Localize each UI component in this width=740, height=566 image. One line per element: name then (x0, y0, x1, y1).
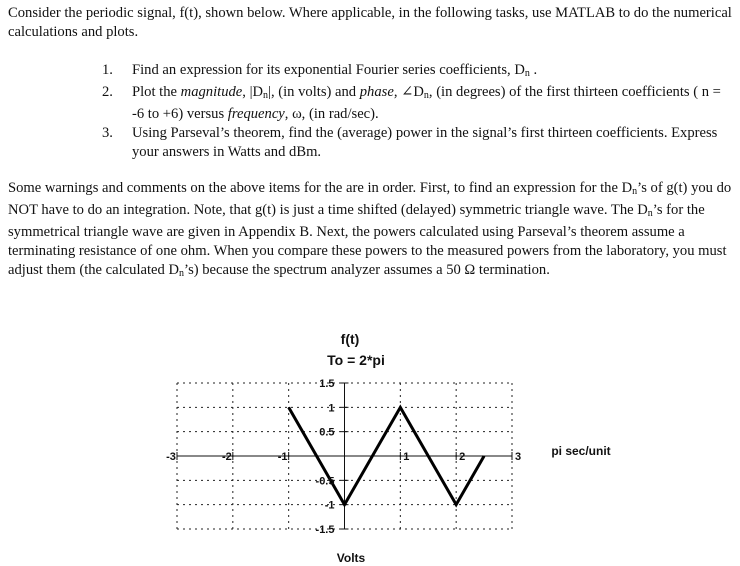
text-run: , ∠D (393, 84, 424, 100)
subscript: n (524, 68, 530, 79)
x-tick-label: 2 (459, 451, 466, 463)
text-run: |, (in volts) and (268, 84, 360, 100)
text-run: phase (359, 84, 394, 100)
text-run: . (529, 62, 538, 78)
chart-subtitle: To = 2*pi (327, 352, 385, 368)
y-tick-label: -0.5 (315, 475, 335, 488)
x-axis-label: pi sec/unit (551, 444, 611, 458)
subscript: n (263, 90, 269, 101)
subscript: n (632, 186, 638, 197)
y-tick-label: 1 (328, 402, 335, 415)
x-tick-label: 3 (514, 451, 522, 463)
text-run: ’s) because the spectrum analyzer assumes a 50 Ω termination. (184, 262, 550, 278)
x-tick-label: -3 (166, 451, 176, 463)
y-tick-label: -1 (324, 499, 335, 512)
task-number: 2. (102, 84, 113, 100)
text-run: Using Parseval’s theorem, find the (average) power in the signal’s first thirteen coefficients. Express your answers in Watts and dBm. (132, 125, 718, 160)
text-run: , ω, (in rad/sec). (284, 106, 379, 122)
text-run: Some warnings and comments on the above items for the are in order. First, to find an expression for the D (8, 180, 633, 196)
text-run: Plot the (132, 84, 181, 100)
intro-paragraph: Consider the periodic signal, f(t), shown below. Where applicable, in the following tasks, use MATLAB to do the numerical calculations and plots. (8, 5, 732, 40)
chart-title: f(t) (340, 331, 360, 347)
text-run: Find an expression for its exponential Fourier series coefficients, D (132, 62, 525, 78)
subscript: n (423, 90, 429, 101)
text-run: , |D (242, 84, 264, 100)
text-run: frequency (227, 106, 285, 122)
x-tick-label: -1 (277, 451, 288, 463)
subscript: n (179, 268, 185, 279)
y-axis-label: Volts (336, 551, 366, 565)
subscript: n (647, 208, 653, 219)
y-tick-label: 0.5 (319, 426, 335, 439)
x-tick-label: -2 (221, 451, 232, 463)
y-tick-label: 1.5 (319, 378, 335, 390)
text-run: , (in degrees) of the first thirteen coefficients ( n = -6 to +6) versus (132, 84, 721, 122)
task-number: 1. (102, 62, 113, 78)
task-number: 3. (102, 125, 113, 141)
y-tick-label: -1.5 (315, 524, 335, 536)
text-run: ’s for the symmetrical triangle wave are given in Appendix B. Next, the powers calculated using Parseval’s theorem assume a terminating resistance of one ohm. When you compare these powers to the measured powers from the laboratory, you must adjust them (the calculated D (8, 202, 727, 278)
text-run: magnitude (180, 84, 243, 100)
x-tick-label: 1 (403, 451, 410, 463)
text-run: ’s of g(t) you do NOT have to do an integration. Note, that g(t) is just a time shifted (delayed) symmetric triangle wave. The D (8, 180, 732, 218)
